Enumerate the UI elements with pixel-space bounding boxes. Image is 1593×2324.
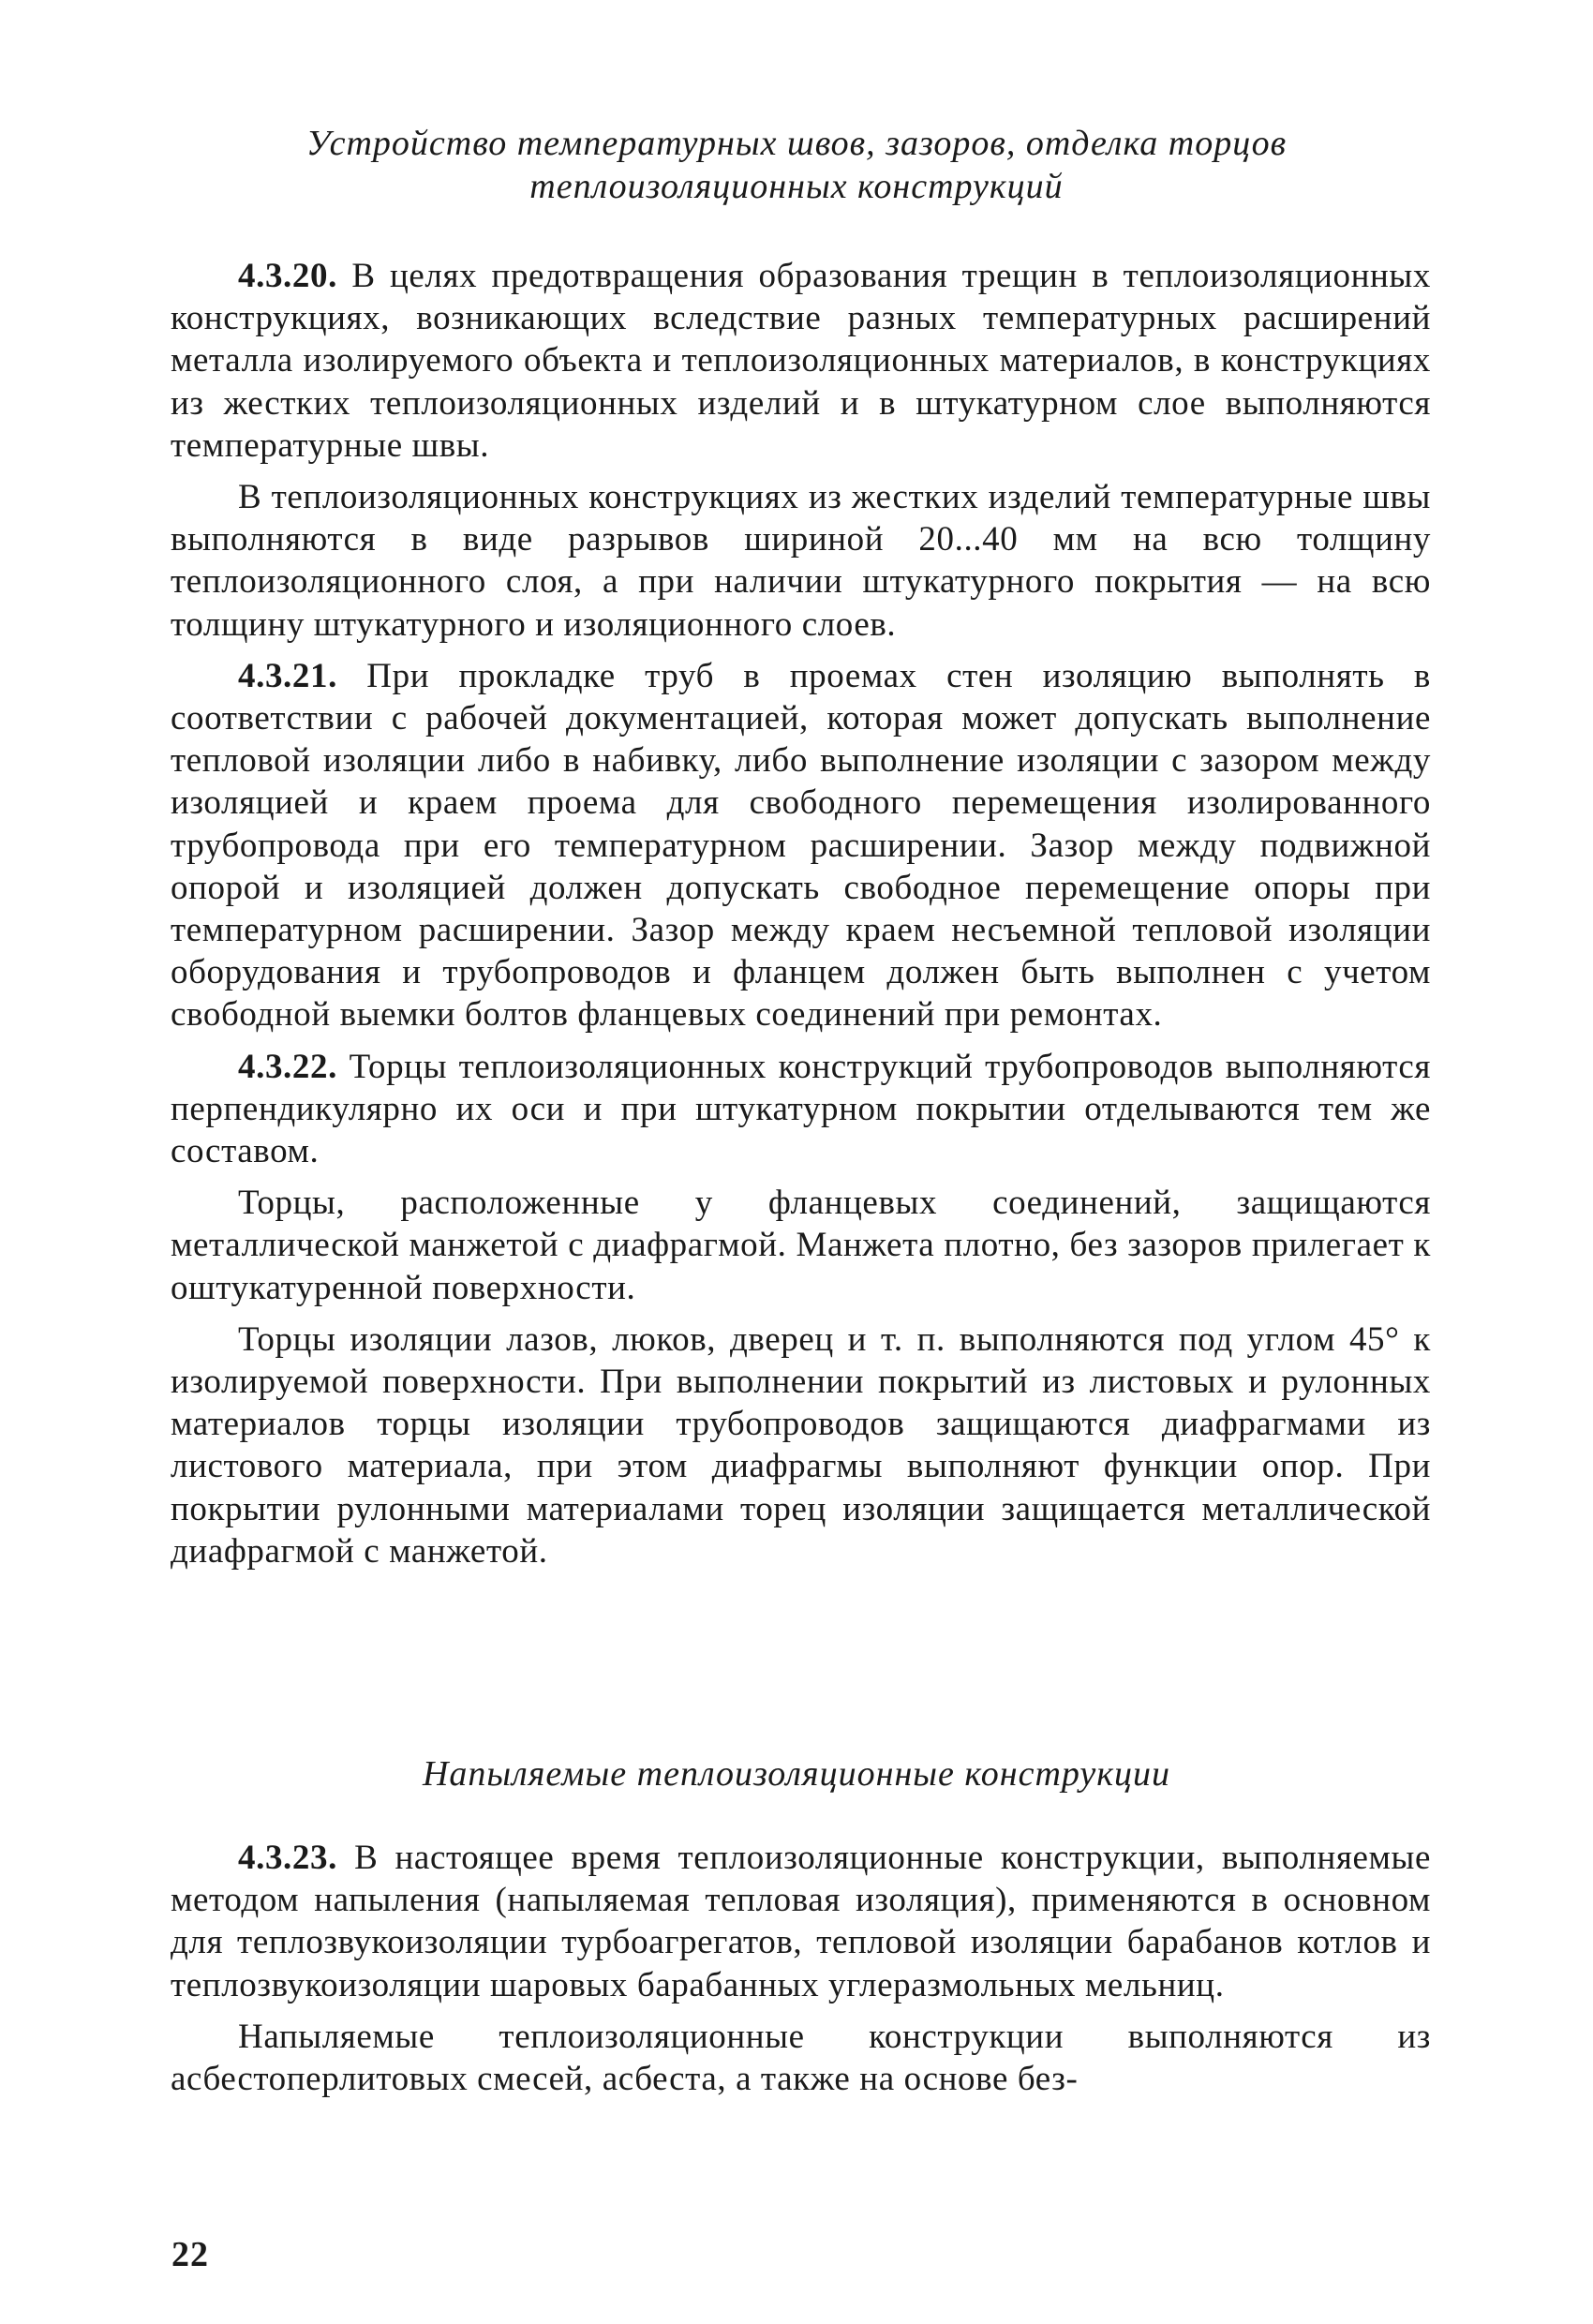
text-block-sprayed-insulation (171, 1837, 1431, 2109)
clause-number: 4.3.21. (238, 656, 337, 695)
paragraph-4-3-23-cont (171, 2016, 1431, 2100)
clause-number: 4.3.20. (238, 257, 337, 295)
section-heading-line-1: Устройство температурных швов, зазоров, отделка торцов (305, 124, 1288, 163)
paragraph-4-3-21 (171, 655, 1431, 1036)
paragraph-4-3-23 (171, 1837, 1431, 2006)
paragraph-text: В целях предотвращения образования трещин в теплоизоляционных конструкциях, возникающих вследствие разных температурных расширений металла изолируемого объекта и теплоизоляционных материалов, в конструкциях из жестких теплоизоляционных изделий и в штукатурном слое выполняются температурные швы. (171, 257, 1431, 465)
section-heading-line-2: теплоизоляционных конструкций (529, 167, 1064, 206)
clause-number: 4.3.23. (238, 1839, 337, 1877)
page-number: 22 (171, 2235, 209, 2274)
paragraph-text: Торцы теплоизоляционных конструкций трубопроводов выполняются перпендикулярно их оси и при штукатурном покрытии отделываются тем же составом. (171, 1047, 1431, 1171)
paragraph-text: При прокладке труб в проемах стен изоляцию выполнять в соответствии с рабочей документацией, которая может допускать выполнение тепловой изоляции либо в набивку, либо выполнение изоляции с зазором между изоляцией и краем проема для свободного перемещения изолированного трубопровода при его температурном расширении. Зазор между подвижной опорой и изоляцией должен допускать свободное перемещение опоры при температурном расширении. Зазор между краем несъемной тепловой изоляции оборудования и трубопроводов и фланцем должен быть выполнен с учетом свободной выемки болтов фланцевых соединений при ремонтах. (171, 656, 1431, 1035)
text-block-expansion-joints (171, 255, 1431, 1582)
paragraph-4-3-20-cont (171, 476, 1431, 646)
paragraph-4-3-22 (171, 1046, 1431, 1173)
paragraph-text: В теплоизоляционных конструкциях из жестких изделий температурные швы выполняются в виде разрывов шириной 20...40 мм на всю толщину теплоизоляционного слоя, а при наличии штукатурного покрытия — на всю толщину штукатурного и изоляционного слоев. (171, 478, 1431, 644)
clause-number: 4.3.22. (238, 1047, 337, 1086)
paragraph-4-3-22-flanges (171, 1182, 1431, 1309)
paragraph-text: Напыляемые теплоизоляционные конструкции выполняются из асбестоперлитовых смесей, асбеста, а также на основе без- (171, 2017, 1431, 2099)
section-heading-expansion-joints (169, 122, 1424, 208)
paragraph-text: Торцы, расположенные у фланцевых соединений, защищаются металлической манжетой с диафрагмой. Манжета плотно, без зазоров прилегает к оштукатуренной поверхности. (171, 1184, 1431, 1307)
paragraph-4-3-22-hatches (171, 1318, 1431, 1572)
paragraph-4-3-20 (171, 255, 1431, 467)
paragraph-text: Торцы изоляции лазов, люков, дверец и т. п. выполняются под углом 45° к изолируемой поверхности. При выполнении покрытий из листовых и рулонных материалов торцы изоляции трубопроводов защищаются диафрагмами из листового материала, при этом диафрагмы выполняют функции опор. При покрытии рулонными материалами торец изоляции защищается металлической диафрагмой с манжетой. (171, 1319, 1431, 1571)
section-heading-sprayed-insulation: Напыляемые теплоизоляционные конструкции (422, 1754, 1171, 1794)
paragraph-text: В настоящее время теплоизоляционные конструкции, выполняемые методом напыления (напыляемая тепловая изоляция), применяются в основном для теплозвукоизоляции турбоагрегатов, тепловой изоляции барабанов котлов и теплозвукоизоляции шаровых барабанных углеразмольных мельниц. (171, 1839, 1431, 2004)
